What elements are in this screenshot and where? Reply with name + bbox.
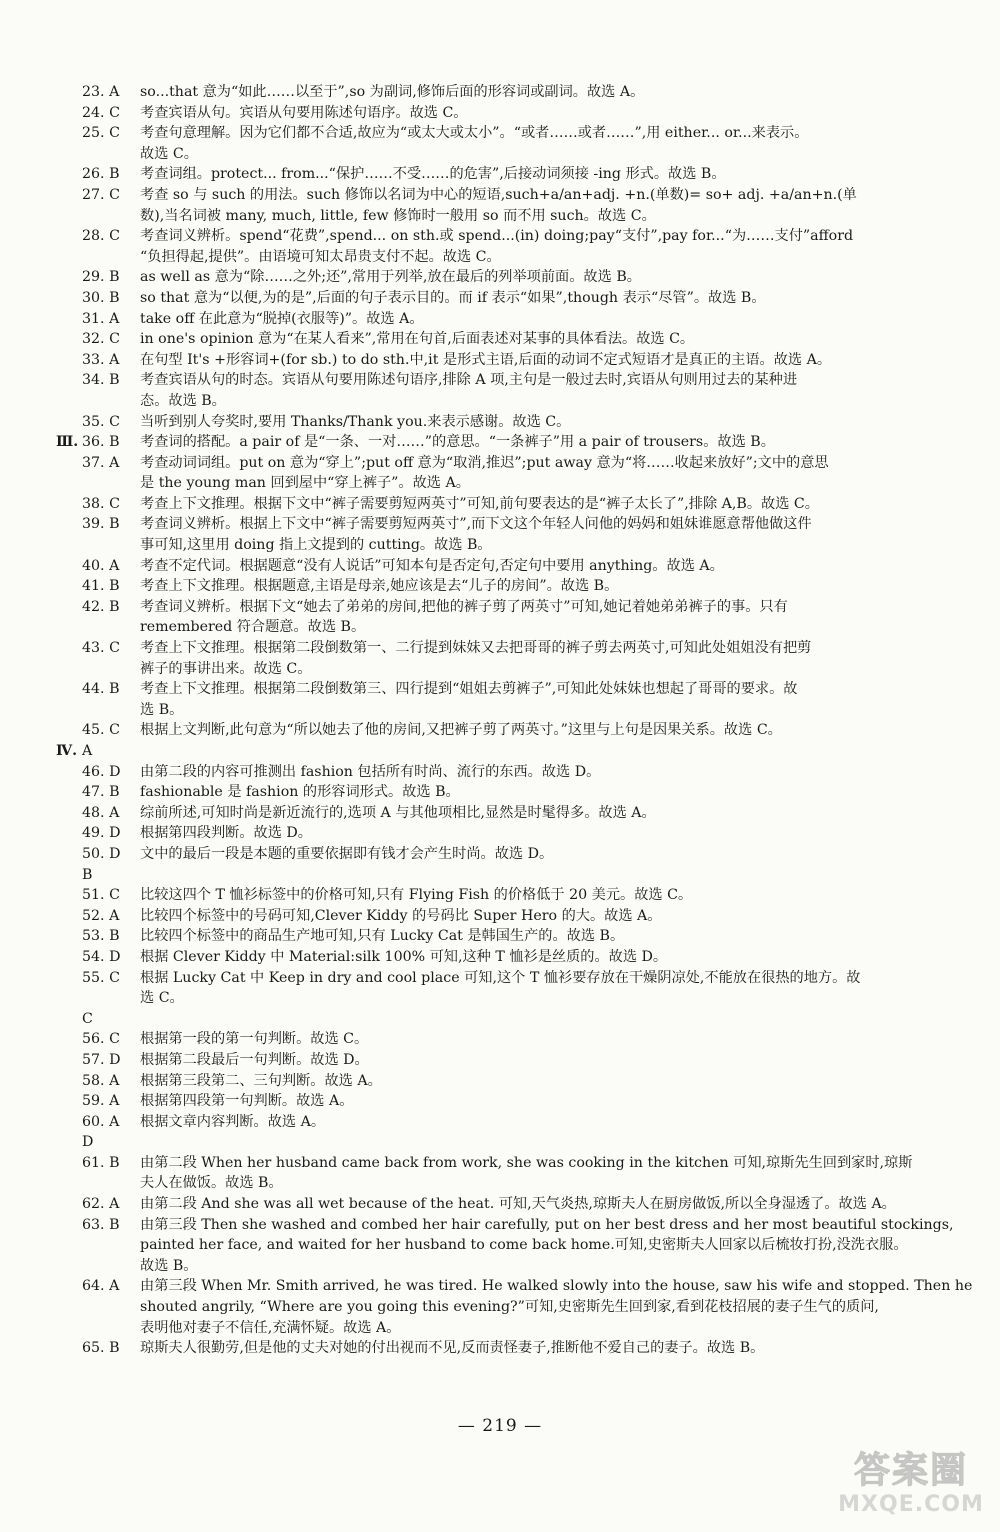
question-answer: 48. A — [82, 804, 120, 821]
answer-line — [0, 885, 1000, 906]
answer-line — [0, 412, 1000, 433]
explanation-text: as well as 意为“除……之外;还”,常用于列举,放在最后的列举项前面。故选 B。 — [140, 269, 641, 286]
answer-line — [0, 1029, 1000, 1050]
question-answer: 35. C — [82, 413, 120, 430]
question-answer: 58. A — [82, 1072, 120, 1089]
answer-line — [0, 576, 1000, 597]
explanation-text: shouted angrily, “Where are you going this evening?”可知,史密斯先生回到家,看到花枝招展的妻子生气的质问, — [140, 1299, 879, 1316]
page-number: — 219 — — [457, 1416, 543, 1436]
explanation-text: 由第三段 Then she washed and combed her hair carefully, put on her best dress and her most beautiful stockings, — [140, 1216, 954, 1233]
explanation-text: 当听到别人夸奖时,要用 Thanks/Thank you.来表示感谢。故选 C。 — [140, 413, 571, 430]
question-answer: 46. D — [82, 763, 121, 780]
explanation-text: 由第二段的内容可推测出 fashion 包括所有时尚、流行的东西。故选 D。 — [140, 763, 601, 780]
explanation-text: 态。故选 B。 — [140, 392, 226, 409]
watermark-main-text: 答案圈 — [853, 1450, 968, 1491]
question-answer: 39. B — [82, 516, 120, 533]
answer-line — [0, 82, 1000, 103]
question-answer: 56. C — [82, 1031, 120, 1048]
explanation-text: 根据上文判断,此句意为“所以她去了他的房间,又把裤子剪了两英寸。”这里与上句是因果关系。故选 C。 — [140, 722, 782, 739]
explanation-text: 事可知,这里用 doing 指上文提到的 cutting。故选 B。 — [140, 537, 492, 554]
section-letter: B — [82, 866, 93, 883]
explanation-text: 裤子的事讲出来。故选 C。 — [140, 660, 312, 677]
question-answer: 62. A — [82, 1196, 120, 1213]
explanation-text: so that 意为“以便,为的是”,后面的句子表示目的。而 if 表示“如果”,though 表示“尽管”。故选 B。 — [140, 289, 766, 306]
answer-line — [0, 123, 1000, 144]
answer-line — [0, 968, 1000, 989]
question-answer: 33. A — [82, 351, 120, 368]
answer-line — [0, 1318, 1000, 1339]
answer-line — [0, 926, 1000, 947]
answer-line — [0, 1009, 1000, 1030]
answer-line — [0, 329, 1000, 350]
explanation-text: “负担得起,提供”。由语境可知太昂贵支付不起。故选 C。 — [140, 248, 501, 265]
answer-line — [0, 782, 1000, 803]
question-answer: 27. C — [82, 186, 120, 203]
question-answer: 63. B — [82, 1216, 120, 1233]
question-answer: 64. A — [82, 1278, 120, 1295]
answer-line — [0, 144, 1000, 165]
question-answer: 31. A — [82, 310, 120, 327]
answer-line — [0, 267, 1000, 288]
explanation-text: 根据 Clever Kiddy 中 Material:silk 100% 可知,这种 T 恤衫是丝质的。故选 D。 — [140, 948, 668, 965]
part-number: Ⅳ. — [56, 743, 78, 759]
answer-line — [0, 473, 1000, 494]
answer-line — [0, 741, 1000, 762]
question-answer: 30. B — [82, 289, 120, 306]
question-answer: 60. A — [82, 1113, 120, 1130]
answer-line — [0, 700, 1000, 721]
answer-line — [0, 720, 1000, 741]
answer-line — [0, 185, 1000, 206]
answer-line — [0, 1256, 1000, 1277]
answer-line — [0, 1276, 1000, 1297]
explanation-text: 表明他对妻子不信任,充满怀疑。故选 A。 — [140, 1319, 401, 1336]
explanation-text: 考查上下文推理。根据第二段倒数第三、四行提到“姐姐去剪裤子”,可知此处妹妹也想起了哥哥的要求。故 — [140, 681, 798, 698]
answer-line — [0, 659, 1000, 680]
question-answer: 57. D — [82, 1051, 121, 1068]
question-answer: 36. B — [82, 434, 120, 451]
answer-line — [0, 1071, 1000, 1092]
explanation-text: 比较四个标签中的号码可知,Clever Kiddy 的号码比 Super Hero 的大。故选 A。 — [140, 907, 662, 924]
answer-line — [0, 288, 1000, 309]
explanation-text: 考查不定代词。根据题意“没有人说话”可知本句是否定句,否定句中要用 anything。故选 A。 — [140, 557, 724, 574]
question-answer: 28. C — [82, 228, 120, 245]
explanation-text: 故选 C。 — [140, 145, 198, 162]
answer-line — [0, 514, 1000, 535]
answer-line — [0, 556, 1000, 577]
question-answer: 23. A — [82, 84, 120, 100]
explanation-text: 考查上下文推理。根据题意,主语是母亲,她应该是去“儿子的房间”。故选 B。 — [140, 578, 619, 595]
question-answer: 38. C — [82, 495, 120, 512]
explanation-text: 考查句意理解。因为它们都不合适,故应为“或太大或太小”。“或者……或者……”,用 either... or...来表示。 — [140, 125, 809, 142]
answer-line — [0, 803, 1000, 824]
answer-line — [0, 762, 1000, 783]
explanation-text: 根据第四段第一句判断。故选 A。 — [140, 1093, 354, 1110]
answer-line — [0, 226, 1000, 247]
explanation-text: take off 在此意为“脱掉(衣服等)”。故选 A。 — [140, 310, 424, 327]
answer-line — [0, 535, 1000, 556]
explanation-text: 考查 so 与 such 的用法。such 修饰以名词为中心的短语,such+a/an+adj. +n.(单数)= so+ adj. +a/an+n.(单 — [140, 186, 857, 203]
question-answer: 24. C — [82, 104, 120, 121]
explanation-text: remembered 符合题意。故选 B。 — [140, 619, 366, 636]
explanation-text: fashionable 是 fashion 的形容词形式。故选 B。 — [140, 784, 460, 801]
watermark-url-text: MXQE.COM — [838, 1492, 984, 1517]
site-watermark-logo — [836, 1440, 986, 1526]
answer-line — [0, 638, 1000, 659]
answer-line — [0, 1091, 1000, 1112]
explanation-text: 综前所述,可知时尚是新近流行的,选项 A 与其他项相比,显然是时髦得多。故选 A。 — [140, 804, 656, 821]
question-answer: 59. A — [82, 1093, 120, 1110]
question-answer: 47. B — [82, 784, 120, 801]
part-number: Ⅲ. — [56, 434, 79, 451]
answer-line — [0, 1235, 1000, 1256]
answer-line — [0, 206, 1000, 227]
explanation-text: 由第二段 When her husband came back from work, she was cooking in the kitchen 可知,琼斯先生回到家时,琼斯 — [140, 1154, 913, 1171]
answer-line — [0, 1153, 1000, 1174]
question-answer: 26. B — [82, 166, 120, 183]
explanation-text: 比较四个标签中的商品生产地可知,只有 Lucky Cat 是韩国生产的。故选 B。 — [140, 928, 625, 945]
explanation-text: 比较这四个 T 恤衫标签中的价格可知,只有 Flying Fish 的价格低于 20 美元。故选 C。 — [140, 887, 693, 904]
explanation-text: 数),当名词被 many, much, little, few 修饰时一般用 so 而不用 such。故选 C。 — [140, 207, 656, 224]
answer-line — [0, 947, 1000, 968]
question-answer: 34. B — [82, 372, 120, 389]
section-letter: A — [82, 743, 93, 759]
answer-list — [0, 82, 1000, 1359]
explanation-text: 是 the young man 回到屋中“穿上裤子”。故选 A。 — [140, 475, 470, 492]
answer-line — [0, 1297, 1000, 1318]
question-answer: 65. B — [82, 1340, 120, 1357]
question-answer: 51. C — [82, 887, 120, 904]
answer-line — [0, 350, 1000, 371]
question-answer: 49. D — [82, 825, 121, 842]
explanation-text: 根据第一段的第一句判断。故选 C。 — [140, 1031, 369, 1048]
explanation-text: 选 C。 — [140, 990, 184, 1007]
answer-line — [0, 370, 1000, 391]
answer-line — [0, 988, 1000, 1009]
answer-line — [0, 1338, 1000, 1359]
explanation-text: 根据第四段判断。故选 D。 — [140, 825, 312, 842]
explanation-text: in one's opinion 意为“在某人看来”,常用在句首,后面表述对某事的具体看法。故选 C。 — [140, 331, 695, 348]
answer-line — [0, 432, 1000, 453]
answer-line — [0, 453, 1000, 474]
answer-line — [0, 309, 1000, 330]
question-answer: 37. A — [82, 454, 120, 471]
explanation-text: painted her face, and waited for her husband to come back home.可知,史密斯夫人回家以后梳妆打扮,没洗衣服。 — [140, 1237, 908, 1254]
question-answer: 54. D — [82, 948, 121, 965]
answer-line — [0, 1112, 1000, 1133]
explanation-text: 考查上下文推理。根据第二段倒数第一、二行提到妹妹又去把哥哥的裤子剪去两英寸,可知此处姐姐没有把剪 — [140, 640, 812, 657]
explanation-text: 考查宾语从句。宾语从句要用陈述句语序。故选 C。 — [140, 104, 468, 121]
question-answer: 25. C — [82, 125, 120, 142]
answer-line — [0, 1215, 1000, 1236]
question-answer: 41. B — [82, 578, 120, 595]
section-letter: C — [82, 1010, 93, 1027]
answer-line — [0, 1194, 1000, 1215]
question-answer: 50. D — [82, 845, 121, 862]
answer-line — [0, 597, 1000, 618]
answer-line — [0, 164, 1000, 185]
answer-line — [0, 103, 1000, 124]
explanation-text: 根据 Lucky Cat 中 Keep in dry and cool place 可知,这个 T 恤衫要存放在干燥阴凉处,不能放在很热的地方。故 — [140, 969, 861, 986]
answer-line — [0, 1050, 1000, 1071]
explanation-text: 考查词义辨析。根据下文“她去了弟弟的房间,把他的裤子剪了两英寸”可知,她记着她弟弟裤子的事。只有 — [140, 598, 788, 615]
explanation-text: 考查动词词组。put on 意为“穿上”;put off 意为“取消,推迟”;put away 意为“将……收起来放好”;文中的意思 — [140, 454, 829, 471]
question-answer: 61. B — [82, 1154, 120, 1171]
question-answer: 55. C — [82, 969, 120, 986]
explanation-text: 根据文章内容判断。故选 A。 — [140, 1113, 326, 1130]
explanation-text: 考查宾语从句的时态。宾语从句要用陈述句语序,排除 A 项,主句是一般过去时,宾语从句则用过去的某种进 — [140, 372, 798, 389]
explanation-text: 由第二段 And she was all wet because of the heat. 可知,天气炎热,琼斯夫人在厨房做饭,所以全身湿透了。故选 A。 — [140, 1196, 896, 1213]
explanation-text: 在句型 It's +形容词+(for sb.) to do sth.中,it 是形式主语,后面的动词不定式短语才是真正的主语。故选 A。 — [140, 351, 832, 368]
question-answer: 52. A — [82, 907, 120, 924]
explanation-text: 考查词的搭配。a pair of 是“一条、一对……”的意思。“一条裤子”用 a pair of trousers。故选 B。 — [140, 434, 775, 451]
explanation-text: 选 B。 — [140, 701, 184, 718]
answer-line — [0, 391, 1000, 412]
answer-line — [0, 906, 1000, 927]
explanation-text: 考查上下文推理。根据下文中“裤子需要剪短两英寸”可知,前句要表达的是“裤子太长了”,排除 A,B。故选 C。 — [140, 495, 819, 512]
explanation-text: 考查词义辨析。spend“花费”,spend... on sth.或 spend...(in) doing;pay“支付”,pay for...“为……支付”afford — [140, 228, 854, 245]
explanation-text: 文中的最后一段是本题的重要依据即有钱才会产生时尚。故选 D。 — [140, 845, 554, 862]
explanation-text: 夫人在做饭。故选 B。 — [140, 1175, 283, 1192]
answer-line — [0, 1132, 1000, 1153]
question-answer: 43. C — [82, 640, 120, 657]
answer-line — [0, 844, 1000, 865]
answer-line — [0, 494, 1000, 515]
explanation-text: 故选 B。 — [140, 1257, 198, 1274]
answer-line — [0, 617, 1000, 638]
question-answer: 29. B — [82, 269, 120, 286]
question-answer: 45. C — [82, 722, 120, 739]
answer-line — [0, 865, 1000, 886]
explanation-text: 考查词义辨析。根据上下文中“裤子需要剪短两英寸”,而下文这个年轻人问他的妈妈和姐妹谁愿意帮他做这件 — [140, 516, 812, 533]
section-letter: D — [82, 1134, 94, 1151]
explanation-text: 琼斯夫人很勤劳,但是他的丈夫对她的付出视而不见,反而责怪妻子,推断他不爱自己的妻子。故选 B。 — [140, 1340, 765, 1357]
answer-line — [0, 247, 1000, 268]
question-answer: 42. B — [82, 598, 120, 615]
question-answer: 32. C — [82, 331, 120, 348]
explanation-text: 根据第二段最后一句判断。故选 D。 — [140, 1051, 369, 1068]
question-answer: 44. B — [82, 681, 120, 698]
explanation-text: 考查词组。protect... from...“保护……不受……的危害”,后接动词须接 -ing 形式。故选 B。 — [140, 166, 726, 183]
explanation-text: 根据第三段第二、三句判断。故选 A。 — [140, 1072, 382, 1089]
answer-line — [0, 823, 1000, 844]
answer-line — [0, 1173, 1000, 1194]
answer-line — [0, 679, 1000, 700]
question-answer: 40. A — [82, 557, 120, 574]
explanation-text: so...that 意为“如此……以至于”,so 为副词,修饰后面的形容词或副词。故选 A。 — [140, 84, 645, 100]
explanation-text: 由第三段 When Mr. Smith arrived, he was tired. He walked slowly into the house, saw his wife and stopped. Then he — [140, 1278, 973, 1295]
question-answer: 53. B — [82, 928, 120, 945]
